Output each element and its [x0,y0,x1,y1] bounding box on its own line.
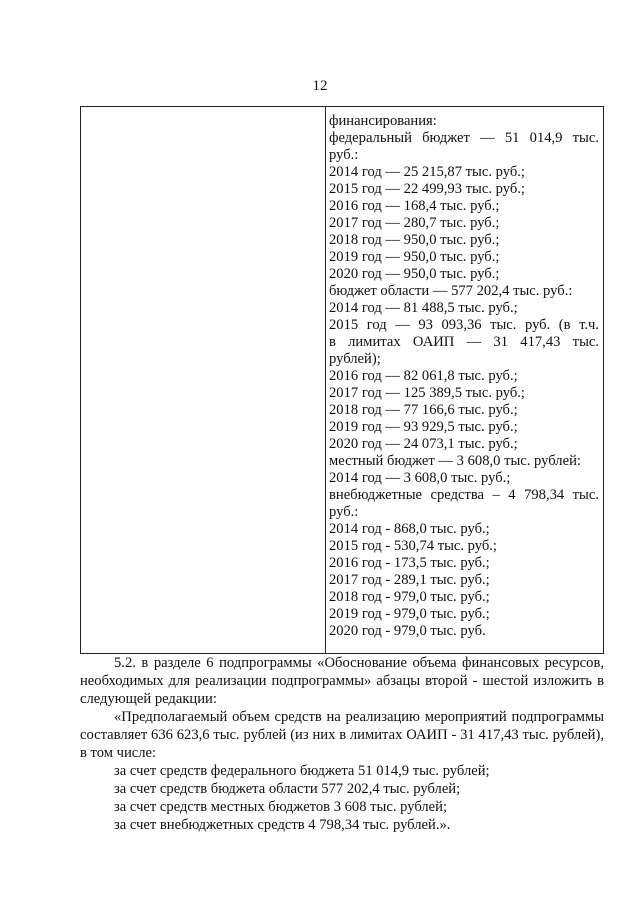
table-line: 2018 год — 950,0 тыс. руб.; [329,232,500,248]
table-line: местный бюджет — 3 608,0 тыс. рублей: [329,453,581,469]
table-line: бюджет области — 577 202,4 тыс. руб.: [329,283,573,299]
table-line: федеральный бюджет — 51 014,9 тыс. [329,130,599,146]
table-line: внебюджетные средства – 4 798,34 тыс. [329,487,599,503]
table-line: 2015 год — 93 093,36 тыс. руб. (в т.ч. [329,317,599,333]
paragraph: 5.2. в разделе 6 подпрограммы «Обоснование объема финансовых ресурсов, необходимых для реализации подпрограммы» абзацы второй - шестой изложить в следующей редакции: [80,655,604,707]
table-line: 2016 год — 168,4 тыс. руб.; [329,198,500,214]
table-line: 2015 год — 22 499,93 тыс. руб.; [329,181,525,197]
table-line: 2016 год - 173,5 тыс. руб.; [329,555,490,571]
page-number: 12 [312,78,328,94]
table-line: 2016 год — 82 061,8 тыс. руб.; [329,368,518,384]
table-line: 2020 год - 979,0 тыс. руб. [329,623,486,639]
table-line: 2017 год - 289,1 тыс. руб.; [329,572,490,588]
table-line: 2014 год — 25 215,87 тыс. руб.; [329,164,525,180]
table-line: руб.: [329,504,359,520]
table-line: рублей); [329,351,381,367]
table-line: финансирования: [329,113,437,129]
table-right-cell [329,113,599,640]
table-line: руб.: [329,147,359,163]
funding-item: за счет средств бюджета области 577 202,4 тыс. рублей; [114,781,461,797]
table-line: 2014 год — 3 608,0 тыс. руб.; [329,470,511,486]
table-line: 2014 год — 81 488,5 тыс. руб.; [329,300,518,316]
funding-item: за счет средств местных бюджетов 3 608 тыс. рублей; [114,799,448,815]
table-column-divider [325,107,326,653]
table-line: 2019 год — 93 929,5 тыс. руб.; [329,419,518,435]
table-line: 2018 год - 979,0 тыс. руб.; [329,589,490,605]
table-line: 2019 год — 950,0 тыс. руб.; [329,249,500,265]
table-line: 2014 год - 868,0 тыс. руб.; [329,521,490,537]
table-line: 2020 год — 950,0 тыс. руб.; [329,266,500,282]
table-line: 2017 год — 280,7 тыс. руб.; [329,215,500,231]
table-line: 2017 год — 125 389,5 тыс. руб.; [329,385,525,401]
paragraph: «Предполагаемый объем средств на реализацию мероприятий подпрограммы составляет 636 623,6 тыс. рублей (из них в лимитах ОАИП - 31 417,43 тыс. рублей), в том числе: [80,709,604,761]
table-line: 2019 год - 979,0 тыс. руб.; [329,606,490,622]
funding-item: за счет средств федерального бюджета 51 014,9 тыс. рублей; [114,763,490,779]
table-line: 2020 год — 24 073,1 тыс. руб.; [329,436,518,452]
table-line: 2018 год — 77 166,6 тыс. руб.; [329,402,518,418]
document-body [80,654,604,834]
table-line: в лимитах ОАИП — 31 417,43 тыс. [329,334,599,350]
funding-item: за счет внебюджетных средств 4 798,34 тыс. рублей.». [114,817,451,833]
table-line: 2015 год - 530,74 тыс. руб.; [329,538,497,554]
financing-table [80,106,604,654]
